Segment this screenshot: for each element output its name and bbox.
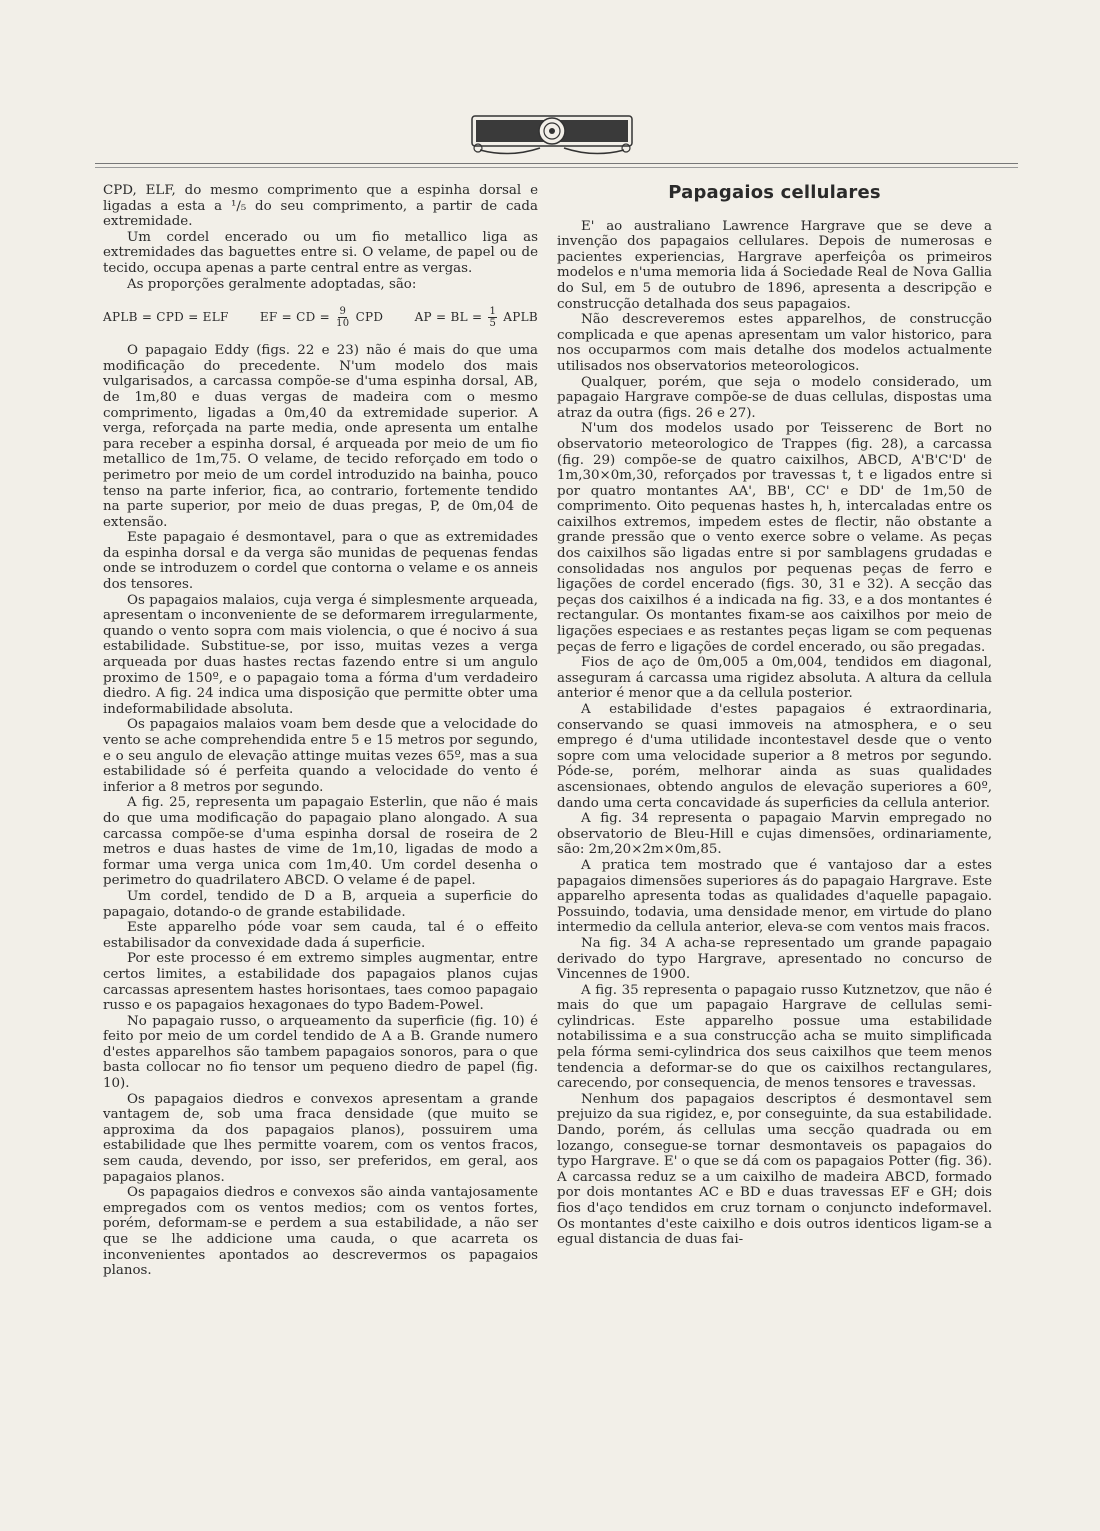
header-rule-bottom: [95, 167, 1018, 168]
formula-part-2: EF = CD = $\frac{9}{10}$ CPD: [259, 306, 384, 330]
magazine-logo: [470, 108, 634, 158]
left-column: [103, 183, 538, 1279]
formula-part-3: AP = BL = $\frac{1}{5}$ APLB: [414, 306, 538, 330]
paragraph: CPD, ELF, do mesmo comprimento que a espinha dorsal e ligadas a esta a ¹/₅ do seu comprimento, a partir de cada extremidade.: [103, 183, 538, 230]
paragraph: Um cordel encerado ou um fio metallico liga as extremidades das baguettes entre si. O velame, de papel ou de tecido, occupa apenas a parte central entre as vergas.: [103, 229, 538, 276]
paragraph: A fig. 34 representa o papagaio Marvin empregado no observatorio de Bleu-Hill e cujas dimensões, ordinariamente, são: 2m,20×2m×0m,85.: [557, 811, 992, 858]
fraction: $\frac{1}{5}$: [489, 306, 497, 330]
formula-part-1: APLB = CPD = ELF: [103, 309, 229, 324]
paragraph: Nenhum dos papagaios descriptos é desmontavel sem prejuizo da sua rigidez, e, por conseguinte, da sua estabilidade. Dando, porém, ás cellulas uma secção quadrada ou em lozango, consegue-se tornar desmontaveis os papagaios do typo Hargrave. E' o que se dá com os papagaios Potter (fig. 36). A carcassa reduz se a um caixilho de madeira ABCD, formado por dois montantes AC e BD e duas travessas EF e GH; dois fios d'aço tendidos em cruz tornam o conjuncto indeformavel. Os montantes d'este caixilho e dois outros identicos ligam-se a egual distancia de duas fai-: [557, 1091, 992, 1248]
right-column: [557, 183, 992, 1248]
paragraph: A estabilidade d'estes papagaios é extraordinaria, conservando se quasi immoveis na atmosphera, e o seu emprego é d'uma utilidade incontestavel desde que o vento sopre com uma velocidade superior a 8 metros por segundo. Póde-se, porém, melhorar ainda as suas qualidades ascensionaes, obtendo angulos de elevação superiores a 60º, dando uma certa concavidade ás superficies da cellula anterior.: [557, 702, 992, 811]
paragraph: A fig. 35 representa o papagaio russo Kutznetzov, que não é mais do que um papagaio Hargrave de cellulas semi-cylindricas. Este apparelho possue uma estabilidade notabilissima e a sua construcção acha se muito simplificada pela fórma semi-cylindrica dos seus caixilhos que teem menos tendencia a deformar-se do que os caixilhos rectangulares, carecendo, por consequencia, de menos tensores e travessas.: [557, 982, 992, 1092]
fraction: $\frac{9}{10}$: [336, 306, 350, 330]
paragraph: A fig. 25, representa um papagaio Esterlin, que não é mais do que uma modificação do papagaio plano alongado. A sua carcassa compõe-se d'uma espinha dorsal de roseira de 2 metros e duas hastes de vime de 1m,10, ligadas de modo a formar uma verga unica com 1m,40. Um cordel desenha o perimetro do quadrilatero ABCD. O velame é de papel.: [103, 795, 538, 889]
paragraph: Este papagaio é desmontavel, para o que as extremidades da espinha dorsal e da verga são munidas de pequenas fendas onde se introduzem o cordel que contorna o velame e os anneis dos tensores.: [103, 530, 538, 593]
paragraph: N'um dos modelos usado por Teisserenc de Bort no observatorio meteorologico de Trappes (fig. 28), a carcassa (fig. 29) compõe-se de quatro caixilhos, ABCD, A'B'C'D' de 1m,30×0m,30, reforçados por travessas t, t e ligados entre si por quatro montantes AA', BB', CC' e DD' de 1m,50 de comprimento. Oito pequenas hastes h, h, intercaladas entre os caixilhos extremos, impedem estes de flectir, não obstante a grande pressão que o vento exerce sobre o velame. As peças dos caixilhos são ligadas entre si por samblagens grudadas e consolidadas nos angulos por pequenas peças de ferro e ligações de cordel encerado (figs. 30, 31 e 32). A secção das peças dos caixilhos é a indicada na fig. 33, e a dos montantes é rectangular. Os montantes fixam-se aos caixilhos por meio de ligações especiaes e as restantes peças ligam se com pequenas peças de ferro e ligações de cordel encerado, ou são pregadas.: [557, 421, 992, 655]
paragraph: Qualquer, porém, que seja o modelo considerado, um papagaio Hargrave compõe-se de duas cellulas, dispostas uma atraz da outra (figs. 26 e 27).: [557, 374, 992, 421]
paragraph: No papagaio russo, o arqueamento da superficie (fig. 10) é feito por meio de um cordel tendido de A a B. Grande numero d'estes apparelhos são tambem papagaios sonoros, para o que basta collocar no fio tensor um pequeno diedro de papel (fig. 10).: [103, 1013, 538, 1092]
section-heading: Papagaios cellulares: [668, 182, 881, 203]
paragraph: Os papagaios diedros e convexos são ainda vantajosamente empregados com os ventos medios; com os ventos fortes, porém, deformam-se e perdem a sua estabilidade, a não ser que se lhe addicione uma cauda, o que acarreta os inconvenientes apontados ao descrevermos os papagaios planos.: [103, 1185, 538, 1279]
paragraph: Não descreveremos estes apparelhos, de construcção complicada e que apenas apresentam um valor historico, para nos occuparmos com mais detalhe dos modelos actualmente utilisados nos observatorios meteorologicos.: [557, 312, 992, 374]
paragraph: Na fig. 34 A acha-se representado um grande papagaio derivado do typo Hargrave, apresentado no concurso de Vincennes de 1900.: [557, 935, 992, 983]
paragraph: Os papagaios malaios voam bem desde que a velocidade do vento se ache comprehendida entre 5 e 15 metros por segundo, e o seu angulo de elevação attinge muitas vezes 65º, mas a sua estabilidade só é perfeita quando a velocidade do vento é inferior a 8 metros por segundo.: [103, 717, 538, 795]
paragraph: Por este processo é em extremo simples augmentar, entre certos limites, a estabilidade dos papagaios planos cujas carcassas apresentem hastes horisontaes, taes comoo papagaio russo e os papagaios hexagonaes do typo Badem-Powel.: [103, 951, 538, 1014]
paragraph: A pratica tem mostrado que é vantajoso dar a estes papagaios dimensões superiores ás do papagaio Hargrave. Este apparelho apresenta todas as qualidades d'aquelle papagaio. Possuindo, todavia, uma densidade menor, em virtude do plano intermedio da cellula anterior, eleva-se com ventos mais fracos.: [557, 857, 992, 936]
paragraph: E' ao australiano Lawrence Hargrave que se deve a invenção dos papagaios cellulares. Depois de numerosas e pacientes experiencias, Hargrave aperfeiçôa os primeiros modelos e n'uma memoria lida á Sociedade Real de Nova Gallia do Sul, em 5 de outubro de 1896, apresenta a descripção e construcção detalhada dos seus papagaios.: [557, 218, 992, 312]
paragraph: As proporções geralmente adoptadas, são:: [127, 276, 417, 292]
proportions-formula: [103, 306, 538, 329]
paragraph: Os papagaios diedros e convexos apresentam a grande vantagem de, sob uma fraca densidade (que muito se approxima da dos papagaios planos), possuirem uma estabilidade que lhes permitte voarem, com os ventos fracos, sem cauda, devendo, por isso, ser preferidos, em geral, aos papagaios planos.: [103, 1091, 538, 1185]
header-rule-top: [95, 163, 1018, 164]
paragraph: O papagaio Eddy (figs. 22 e 23) não é mais do que uma modificação do precedente. N'um modelo dos mais vulgarisados, a carcassa compõe-se d'uma espinha dorsal, AB, de 1m,80 e duas vergas de madeira com o mesmo comprimento, ligadas a 0m,40 da extremidade superior. A verga, reforçada na parte media, onde apresenta um entalhe para receber a espinha dorsal, é arqueada por meio de um fio metallico de 1m,75. O velame, de tecido reforçado em todo o perimetro por meio de um cordel introduzido na bainha, pouco tenso na parte inferior, fica, ao contrario, fortemente tendido na parte superior, por meio de duas pregas, P, de 0m,04 de extensão.: [103, 343, 538, 530]
paragraph: Este apparelho póde voar sem cauda, tal é o effeito estabilisador da convexidade dada á superficie.: [103, 920, 538, 951]
paragraph: Fios de aço de 0m,005 a 0m,004, tendidos em diagonal, asseguram á carcassa uma rigidez absoluta. A altura da cellula anterior é menor que a da cellula posterior.: [557, 655, 992, 702]
paragraph: Os papagaios malaios, cuja verga é simplesmente arqueada, apresentam o inconveniente de se deformarem irregularmente, quando o vento sopra com mais violencia, o que é nocivo á sua estabilidade. Substitue-se, por isso, muitas vezes a verga arqueada por duas hastes rectas fazendo entre si um angulo proximo de 150º, e o papagaio toma a fórma d'um verdadeiro diedro. A fig. 24 indica uma disposição que permitte obter uma indeformabilidade absoluta.: [103, 592, 538, 717]
paragraph: Um cordel, tendido de D a B, arqueia a superficie do papagaio, dotando-o de grande estabilidade.: [103, 888, 538, 920]
